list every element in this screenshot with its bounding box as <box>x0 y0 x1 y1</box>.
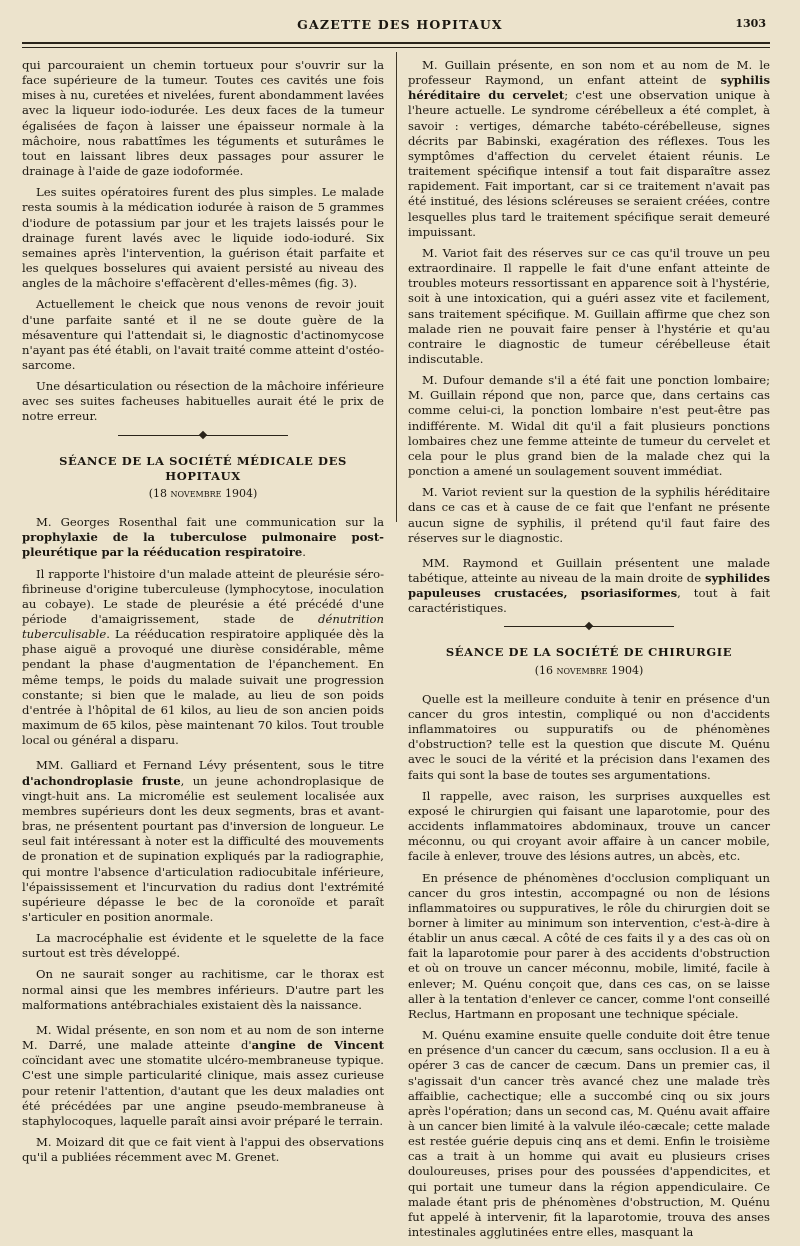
paragraph-raymond: MM. Raymond et Guillain présentent une malade tabétique, atteinte au niveau de la main droite de syphilides papuleuses crustacées, psoriasiformes, tout à fait caractéristiques. <box>408 555 770 616</box>
paragraph: Une désarticulation ou résection de la mâchoire inférieure avec ses suites facheuses habituelles aurait été le prix de notre erreur. <box>22 379 384 424</box>
paragraph-rosenthal: M. Georges Rosenthal fait une communication sur la prophylaxie de la tuberculose pulmonaire post-pleurétique par la rééducation respiratoire. <box>22 515 384 560</box>
column-divider <box>396 52 397 522</box>
paragraph: On ne saurait songer au rachitisme, car le thorax est normal ainsi que les membres inférieurs. D'autre part les malformations antébrachiales existaient dès la naissance. <box>22 967 384 1012</box>
paragraph: Actuellement le cheick que nous venons de revoir jouit d'une parfaite santé et il ne se doute guère de la mésaventure qui l'attendait si, le diagnostic d'actinomycose n'ayant pas été établi, on l'avait traité comme atteint d'ostéo-sarcome. <box>22 297 384 372</box>
paragraph-quenu: M. Quénu examine ensuite quelle conduite doit être tenue en présence d'un cancer du cæcum, sans occlusion. Il a eu à opérer 3 cas de cancer de cæcum. Dans un premier cas, il s'agissait d'un cancer très avancé chez une malade très affaiblie, cachectique; elle a succombé cinq ou six jours après l'opération; dans un second cas, M. Quénu avait affaire à un cancer bien limité à la valvule iléo-cæcale; cette malade est restée guérie depuis cinq ans et demi. Enfin le troisième cas a trait à un homme qui avait eu plusieurs crises douloureuses, prises pour des poussées d'appendicites, et qui portait une tumeur dans la région appendiculaire. Ce malade étant pris de phénomènes d'obstruction, M. Quénu fut appelé à intervenir, fit la laparotomie, trouva des anses intestinales agglutinées entre elles, masquant la <box>408 1028 770 1240</box>
running-header <box>0 17 800 39</box>
section-separator <box>118 435 288 440</box>
journal-title: GAZETTE DES HOPITAUX <box>297 17 503 32</box>
section-separator <box>504 626 674 631</box>
section-heading-chirurgie: SÉANCE DE LA SOCIÉTÉ DE CHIRURGIE <box>445 645 733 660</box>
paragraph-variot: M. Variot fait des réserves sur ce cas qu'il trouve un peu extraordinaire. Il rappelle le fait d'une enfant atteinte de troubles moteurs ressortissant en apparence soit à l'hystérie, soit à une intoxication, qui a guéri assez vite et facilement, sans traitement spécifique. M. Guillain affirme que chez son malade rien ne pouvait faire penser à l'hystérie et qu'au contraire le diagnostic de tumeur cérébelleuse était indiscutable. <box>408 245 770 366</box>
section-date: (16 novembre 1904) <box>534 663 644 677</box>
paragraph: Il rapporte l'histoire d'un malade atteint de pleurésie séro-fibrineuse d'origine tuberculeuse (lymphocytose, inoculation au cobaye). Le stade de pleurésie a été précédé d'une période d'amaigrissement, stade de dénutrition tuberculisable. La rééducation respiratoire appliquée dès la phase aiguë a provoqué une diurèse considérable, même pendant la phase d'augmentation de l'épanchement. En même temps, le poids du malade suivait une progression constante; si bien que le malade, au lieu de son poids d'entrée à l'hôpital de 61 kilos, au lieu de son ancien poids maximum de 65 kilos, pèse maintenant 70 kilos. Tout trouble local ou général a disparu. <box>22 566 384 748</box>
paragraph: Les suites opératoires furent des plus simples. Le malade resta soumis à la médication iodurée à raison de 5 grammes d'iodure de potassium par jour et les trajets laissés pour le drainage furent lavés avec le liquide iodo-ioduré. Six semaines après l'intervention, la guérison était parfaite et les quelques bosselures qui avaient persisté au niveau des angles de la mâchoire s'effacèrent d'elles-mêmes (fig. 3). <box>22 185 384 291</box>
paragraph-guillain: M. Guillain présente, en son nom et au nom de M. le professeur Raymond, un enfant atteint de syphilis héréditaire du cervelet; c'est une observation unique à l'heure actuelle. Le syndrome cérébelleux a été complet, à savoir : vertiges, démarche tabéto-cérébelleuse, signes décrits par Babinski, exagération des réflexes. Tous les symptômes d'affection du cervelet étaient réunis. Le traitement spécifique intensif a tout fait disparaître assez rapidement. Fait important, car si ce traitement n'avait pas été institué, des lésions scléreuses se seraient créées, contre lesquelles plus tard le traitement spécifique serait demeuré impuissant. <box>408 58 770 239</box>
paragraph-galliard: MM. Galliard et Fernand Lévy présentent, sous le titre d'achondroplasie fruste, un jeune achondroplasique de vingt-huit ans. La micromélie est seulement localisée aux membres supérieurs dont les deux segments, bras et avant-bras, ne présentent pourtant pas d'inversion de longueur. Le seul fait intéressant à noter est la difficulté des mouvements de pronation et de supination expliqués par la radiographie, qui montre l'absence d'articulation radiocubitale inférieure, l'épaississement et l'incurvation du radius dont l'extrémité supérieure dépasse le bec de la coronoïde et paraît s'articuler en position anormale. <box>22 758 385 924</box>
paragraph-moizard: M. Moizard dit que ce fait vient à l'appui des observations qu'il a publiées récemment avec M. Grenet. <box>22 1135 384 1165</box>
right-column <box>408 58 770 1246</box>
header-rule <box>22 42 770 44</box>
paragraph: Il rappelle, avec raison, les surprises auxquelles est exposé le chirurgien qui faisant une laparotomie, pour des accidents inflammatoires abdominaux, trouve un cancer méconnu, ou qui croyant avoir affaire à un cancer mobile, facile à enlever, trouve des lésions autres, un abcès, etc. <box>408 788 770 864</box>
paragraph-variot-2: M. Variot revient sur la question de la syphilis héréditaire dans ce cas et à cause de ce fait que l'enfant ne présente aucun signe de syphilis, il prétend qu'il faut faire des réserves sur le diagnostic. <box>408 485 770 545</box>
paragraph: La macrocéphalie est évidente et le squelette de la face surtout est très développé. <box>22 931 384 961</box>
left-column <box>22 58 384 1171</box>
section-heading-medicale: SÉANCE DE LA SOCIÉTÉ MÉDICALE DES HOPITAUX <box>59 453 347 483</box>
header-rule-thin <box>22 47 770 48</box>
section-date: (18 novembre 1904) <box>148 486 258 500</box>
paragraph-widal: M. Widal présente, en son nom et au nom de son interne M. Darré, une malade atteinte d'angine de Vincent coïncidant avec une stomatite ulcéro-membraneuse typique. C'est une simple particularité clinique, mais assez curieuse pour retenir l'attention, d'autant que les deux maladies ont été précédées par une angine pseudo-membraneuse à staphylocoques, laquelle paraît ainsi avoir préparé le terrain. <box>22 1022 384 1128</box>
paragraph: qui parcouraient un chemin tortueux pour s'ouvrir sur la face supérieure de la tumeur. Toutes ces cavités une fois mises à nu, curetées et nivelées, furent abondamment lavées avec la liqueur iodo-iodurée. Les deux faces de la tumeur égalisées de façon à laisser une épaisseur normale à la mâchoire, nous rabattîmes les téguments et suturâmes le tout en laissant libres deux passages pour assurer le drainage à l'aide de gaze iodoformée. <box>22 58 384 179</box>
page-number: 1303 <box>735 17 766 30</box>
paragraph-quelle: Quelle est la meilleure conduite à tenir en présence d'un cancer du gros intestin, compliqué ou non d'accidents inflammatoires ou suppuratifs ou de phénomènes d'obstruction? telle est la question que discute M. Quénu avec le souci de la vérité et la précision dans l'examen des faits qui sont la base de toutes ses argumentations. <box>408 691 770 782</box>
paragraph: En présence de phénomènes d'occlusion compliquant un cancer du gros intestin, accompagné ou non de lésions inflammatoires ou suppuratives, le rôle du chirurgien doit se borner à limiter au minimum son intervention, c'est-à-dire à établir un anus cæcal. A côté de ces faits il y a des cas où on fait la laparotomie pour parer à des accidents d'obstruction et où on trouve un cancer méconnu, mobile, limité, facile à enlever; M. Quénu conçoit que, dans ces cas, on se laisse aller à la tentation d'enlever ce cancer, comme l'ont conseillé Reclus, Hartmann en proposant une technique spéciale. <box>408 870 770 1021</box>
paragraph-dufour: M. Dufour demande s'il a été fait une ponction lombaire; M. Guillain répond que non, parce que, dans certains cas comme celui-ci, la ponction lombaire n'est peut-être pas indifférente. M. Widal dit qu'il a fait plusieurs ponctions lombaires chez une femme atteinte de tumeur du cervelet et cela pour le plus grand bien de la malade chez qui la ponction a amené un soulagement souvent immédiat. <box>408 373 770 479</box>
